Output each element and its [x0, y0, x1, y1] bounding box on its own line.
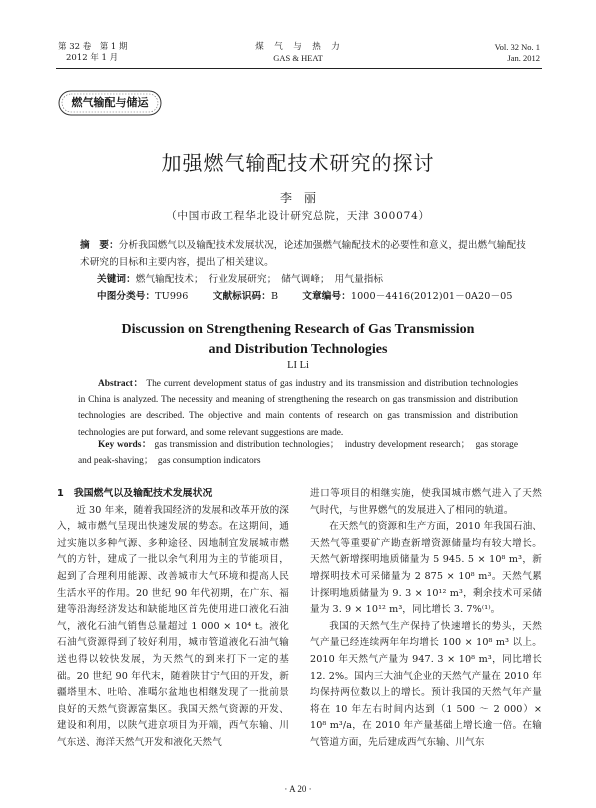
abstract-cn [80, 238, 526, 271]
journal-name-en: GAS & HEAT [273, 53, 323, 63]
keywords-cn-label: 关键词： [97, 274, 136, 285]
volume-issue-en: Vol. 32 No. 1 [494, 42, 540, 52]
title-en-line2: and Distribution Technologies [208, 342, 388, 357]
section-badge [58, 90, 162, 116]
clc-value: TU996 [155, 291, 189, 302]
classification-line [97, 289, 557, 306]
journal-name-cn: 煤 气 与 热 力 [255, 42, 341, 52]
doc-code-value: B [270, 291, 279, 302]
keywords-cn-text: 燃气输配技术； 行业发展研究； 储气调峰； 用气量指标 [135, 274, 384, 285]
clc-label: 中图分类号： [97, 291, 156, 302]
right-paragraph-2: 我国的天然气生产保持了快速增长的势头，天然气产量已经连续两年年均增长 100 × 10⁸ m³ 以上。2010 年天然气产量为 947. 3 × 10⁸ m³，同比增长 12. 2%。国内三大油气企业的天然气产量在 2010 年均保持两位数以上的增长。预计我国的天然气年产量将在 10 年左右时间内达到（1 500 ～ 2 000）× 10⁸ m³/a，在 2010 年产量基础上增长逾一倍。在输气管道方面，先后建成西气东输、川气东 [310, 620, 542, 748]
issue-date: 2012 年 1 月 [66, 53, 119, 63]
journal-volume-en [495, 42, 540, 64]
page-number: · A 20 · [284, 784, 312, 794]
title-cn: 加强燃气输配技术研究的探讨 [161, 151, 435, 175]
right-paragraph-1: 在天然气的资源和生产方面，2010 年我国石油、天然气等重要矿产勘查新增资源储量均有较大增长。天然气新增探明地质储量为 5 945. 5 × 10⁸ m³，新增探明技术可采储量为 2 875 × 10⁸ m³。天然气累计探明地质储量为 9. 3 × 10¹² m³，剩余技术可采储量为 3. 9 × 10¹² m³，同比增长 3. 7%⁽¹⁾。 [310, 521, 542, 616]
abstract-cn-text: 分析我国燃气以及输配技术发展状况，论述加强燃气输配技术的必要性和意义，提出燃气输配技术研究的目标和主要内容，提出了相关建议。 [80, 240, 527, 268]
article-no-label: 文章编号： [302, 291, 351, 302]
author-cn: 李 丽 [279, 191, 316, 205]
keywords-cn [97, 272, 537, 289]
keywords-en-text: gas transmission and distribution technologies； industry development research； gas storage and peak-shaving； gas consumption indicators [78, 440, 518, 467]
article-no-value: 1000－4416(2012)01－0A20－05 [350, 291, 513, 302]
issue-date-en: Jan. 2012 [507, 53, 540, 63]
keywords-en [78, 437, 518, 469]
abstract-en-label: Abstract： [98, 379, 144, 389]
right-column [310, 486, 542, 752]
doc-code-label: 文献标识码： [212, 291, 271, 302]
title-en-line1: Discussion on Strengthening Research of Gas Transmission [121, 322, 475, 337]
section-badge-label: 燃气输配与储运 [71, 96, 149, 109]
section1-heading: 1 我国燃气以及输配技术发展状况 [57, 488, 213, 499]
abstract-cn-label: 摘 要： [80, 240, 119, 251]
affiliation-cn: （中国市政工程华北设计研究总院，天津 300074） [166, 210, 430, 222]
left-paragraph-1: 近 30 年来，随着我国经济的发展和改革开放的深入，城市燃气呈现出快速发展的势态。在这期间，通过实施以多种气源、多种途径、因地制宜发展城市燃气的方针，建成了一批以余气利用为主的节能项目，起到了合理利用能源、改善城市大气环境和提高人民生活水平的作用。20 世纪 90 年代初期，在广东、福建等沿海经济发达和缺能地区首先使用进口液化石油气，液化石油气销售总量超过 1 000 × 10⁴ t。液化石油气资源得到了较好利用，城市管道液化石油气输送也得以较快发展，为天然气的到来打下一定的基础。20 世纪 90 年代末，随着陕甘宁气田的开发，新疆塔里木、吐哈、准噶尔盆地也相继发现了一批前景良好的天然气资源富集区。我国天然气资源的开发、建设和利用，以陕气进京项目为开端，西气东输、川气东送、海洋天然气开发和液化天然气 [57, 504, 289, 748]
header-rule [56, 68, 542, 69]
left-column [57, 486, 289, 752]
volume-issue: 第 32 卷 第 1 期 [58, 42, 128, 52]
author-en: LI Li [287, 360, 309, 371]
right-paragraph-0: 进口等项目的相继实施，使我国城市燃气进入了天然气时代，与世界燃气的发展进入了相同的轨道。 [310, 488, 542, 516]
abstract-en-text: The current development status of gas industry and its transmission and distribution technologies in China is analyzed. The necessity and meaning of strengthening the research on gas transmission and distribution technologies are described. The objective and main contents of research on gas transmission and distribution technologies are put forward, and some relevant suggestions are made. [78, 379, 518, 438]
abstract-en [78, 376, 518, 441]
keywords-en-label: Key words： [98, 440, 152, 450]
